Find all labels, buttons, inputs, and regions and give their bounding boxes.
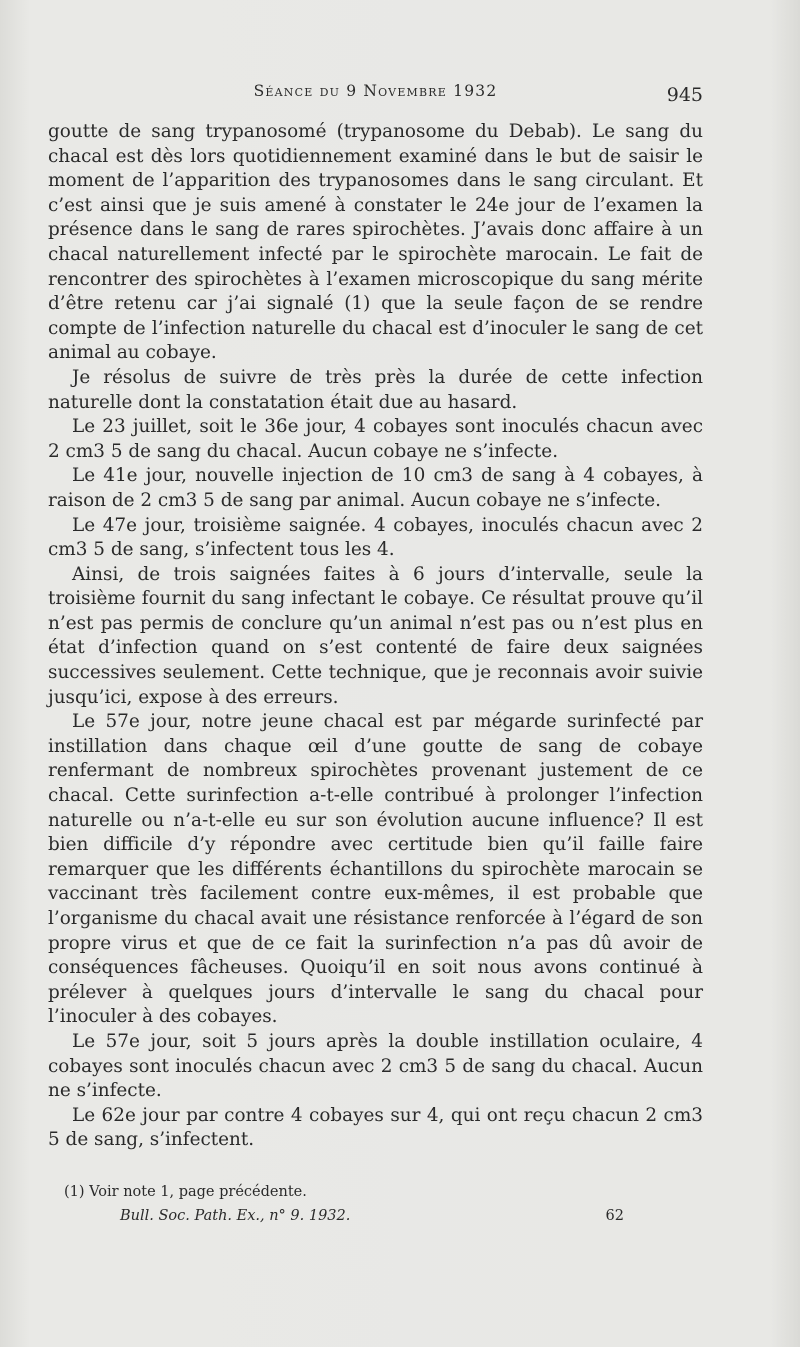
- journal-reference: Bull. Soc. Path. Ex., n° 9. 1932.: [120, 1208, 351, 1224]
- paragraph: Le 47e jour, troisième saignée. 4 cobayes, inoculés chacun avec 2 cm3 5 de sang, s’infectent tous les 4.: [48, 514, 703, 561]
- paragraph: Le 57e jour, notre jeune chacal est par mégarde surinfecté par instillation dans chaque œil d’une goutte de sang de cobaye renfermant de nombreux spirochètes provenant justement de ce chacal. Cette surinfection a-t-elle contribué à prolonger l’infection naturelle ou n’a-t-elle eu sur son évolution aucune influence? Il est bien difficile d’y répondre avec certitude bien qu’il faille faire remarquer que les différents échantillons du spirochète marocain se vaccinant très facilement contre eux-mêmes, il est probable que l’organisme du chacal avait une résistance renforcée à l’égard de son propre virus et que de ce fait la surinfection n’a pas dû avoir de conséquences fâcheuses. Quoiqu’il en soit nous avons continué à prélever à quelques jours d’intervalle le sang du chacal pour l’inoculer à des cobayes.: [48, 711, 703, 1028]
- paragraph: Le 23 juillet, soit le 36e jour, 4 cobayes sont inoculés chacun avec 2 cm3 5 de sang du chacal. Aucun cobaye ne s’infecte.: [48, 416, 703, 462]
- paragraph: Le 62e jour par contre 4 cobayes sur 4, qui ont reçu chacun 2 cm3 5 de sang, s’infectent.: [48, 1104, 703, 1151]
- signature-mark: 62: [605, 1208, 624, 1224]
- running-title: Séance du 9 Novembre 1932: [253, 82, 498, 100]
- paragraph: goutte de sang trypanosomé (trypanosome du Debab). Le sang du chacal est dès lors quotidiennement examiné dans le but de saisir le moment de l’apparition des trypanosomes dans le sang circulant. Et c’est ainsi que je suis amené à constater le 24e jour de l’examen la présence dans le sang de rares spirochètes. J’avais donc affaire à un chacal naturellement infecté par le spirochète marocain. Le fait de rencontrer des spirochètes à l’examen microscopique du sang mérite d’être retenu car j’ai signalé (1) que la seule façon de se rendre compte de l’infection naturelle du chacal est d’inoculer le sang de cet animal au cobaye.: [48, 121, 703, 364]
- footnote-text: (1) Voir note 1, page précédente.: [64, 1184, 307, 1200]
- footnotes: [64, 1180, 624, 1228]
- page-number: 945: [666, 84, 703, 106]
- paragraph: Je résolus de suivre de très près la durée de cette infection naturelle dont la constatation était due au hasard.: [48, 366, 703, 413]
- body-text: [48, 120, 703, 1153]
- paragraph: Le 57e jour, soit 5 jours après la double instillation oculaire, 4 cobayes sont inoculés chacun avec 2 cm3 5 de sang du chacal. Aucun ne s’infecte.: [48, 1030, 703, 1102]
- paragraph: Le 41e jour, nouvelle injection de 10 cm3 de sang à 4 cobayes, à raison de 2 cm3 5 de sang par animal. Aucun cobaye ne s’infecte.: [48, 465, 703, 511]
- footnote-reference-line: [64, 1204, 624, 1228]
- page-header: [48, 82, 703, 112]
- paragraph: Ainsi, de trois saignées faites à 6 jours d’intervalle, seule la troisième fournit du sang infectant le cobaye. Ce résultat prouve qu’il n’est pas permis de conclure qu’un animal n’est pas ou n’est plus en état d’infection quand on s’est contenté de faire deux saignées successives seulement. Cette technique, que je reconnais avoir suivie jusqu’ici, expose à des erreurs.: [48, 563, 703, 708]
